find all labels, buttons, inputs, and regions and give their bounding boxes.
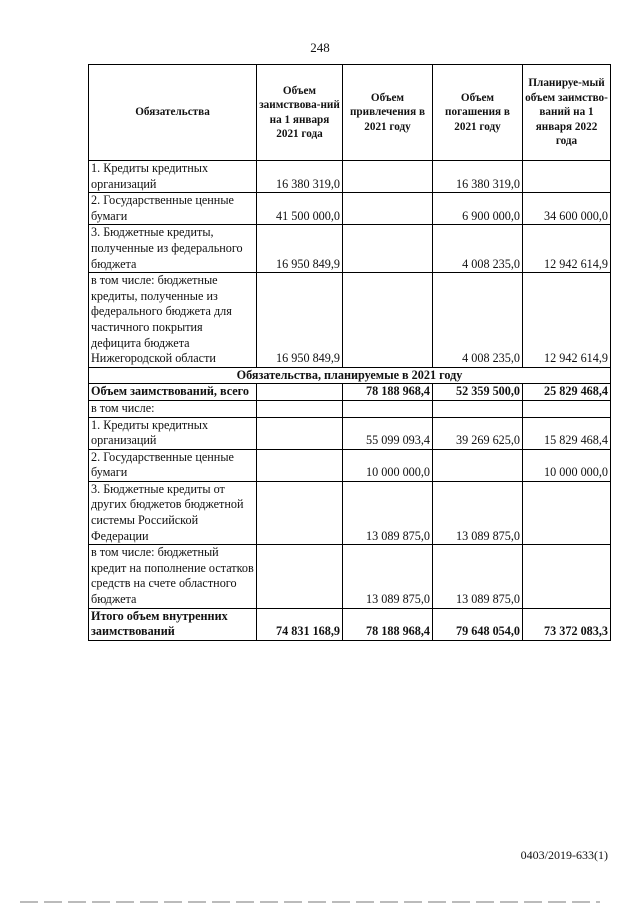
- row-debt-start: [257, 384, 343, 401]
- row-name: 1. Кредиты кредитных организаций: [89, 161, 257, 193]
- row-name: 3. Бюджетные кредиты от других бюджетов бюджетной системы Российской Федерации: [89, 481, 257, 544]
- row-planned-end: 12 942 614,9: [523, 225, 611, 273]
- section-row: [89, 367, 611, 384]
- row-attract: 13 089 875,0: [343, 545, 433, 608]
- table-row: [89, 273, 611, 368]
- row-repay: 6 900 000,0: [433, 193, 523, 225]
- row-attract: [343, 400, 433, 417]
- total-row: [89, 608, 611, 640]
- row-planned-end: 15 829 468,4: [523, 417, 611, 449]
- row-repay: 16 380 319,0: [433, 161, 523, 193]
- row-planned-end: 10 000 000,0: [523, 449, 611, 481]
- header-debt-start: Объем заимствова-ний на 1 января 2021 года: [257, 65, 343, 161]
- row-debt-start: 41 500 000,0: [257, 193, 343, 225]
- row-planned-end: [523, 161, 611, 193]
- total-repay: 79 648 054,0: [433, 608, 523, 640]
- row-name: 1. Кредиты кредитных организаций: [89, 417, 257, 449]
- row-repay: 13 089 875,0: [433, 481, 523, 544]
- header-obligations: Обязательства: [89, 65, 257, 161]
- row-planned-end: [523, 545, 611, 608]
- row-repay: 39 269 625,0: [433, 417, 523, 449]
- row-debt-start: [257, 400, 343, 417]
- row-attract: 10 000 000,0: [343, 449, 433, 481]
- header-repay: Объем погашения в 2021 году: [433, 65, 523, 161]
- table-header-row: [89, 65, 611, 161]
- section-title: Обязательства, планируемые в 2021 году: [89, 367, 611, 384]
- table-row: [89, 545, 611, 608]
- page-number: 248: [310, 40, 330, 55]
- row-repay: 52 359 500,0: [433, 384, 523, 401]
- row-attract: [343, 193, 433, 225]
- row-debt-start: [257, 545, 343, 608]
- borrowings-table: [88, 64, 611, 641]
- row-name: 2. Государственные ценные бумаги: [89, 193, 257, 225]
- row-name: в том числе: бюджетные кредиты, полученные из федерального бюджета для частичного покрытия дефицита бюджета Нижегородской области: [89, 273, 257, 368]
- row-name: Объем заимствований, всего: [89, 384, 257, 401]
- table-row: [89, 193, 611, 225]
- total-name: Итого объем внутренних заимствований: [89, 608, 257, 640]
- scan-artifact-line: [20, 901, 600, 903]
- table-row: [89, 225, 611, 273]
- table-row: [89, 400, 611, 417]
- row-debt-start: [257, 481, 343, 544]
- row-repay: 13 089 875,0: [433, 545, 523, 608]
- row-debt-start: 16 950 849,9: [257, 273, 343, 368]
- row-debt-start: [257, 417, 343, 449]
- row-repay: [433, 449, 523, 481]
- row-attract: [343, 273, 433, 368]
- row-attract: 55 099 093,4: [343, 417, 433, 449]
- row-name: в том числе:: [89, 400, 257, 417]
- table-row: [89, 384, 611, 401]
- total-planned-end: 73 372 083,3: [523, 608, 611, 640]
- row-repay: 4 008 235,0: [433, 273, 523, 368]
- row-planned-end: 12 942 614,9: [523, 273, 611, 368]
- total-attract: 78 188 968,4: [343, 608, 433, 640]
- row-attract: 13 089 875,0: [343, 481, 433, 544]
- row-repay: [433, 400, 523, 417]
- header-planned-end: Планируе-мый объем заимство-ваний на 1 января 2022 года: [523, 65, 611, 161]
- row-planned-end: 34 600 000,0: [523, 193, 611, 225]
- header-attract: Объем привлечения в 2021 году: [343, 65, 433, 161]
- row-attract: 78 188 968,4: [343, 384, 433, 401]
- table-row: [89, 417, 611, 449]
- row-planned-end: 25 829 468,4: [523, 384, 611, 401]
- row-name: 2. Государственные ценные бумаги: [89, 449, 257, 481]
- row-attract: [343, 161, 433, 193]
- row-debt-start: 16 380 319,0: [257, 161, 343, 193]
- document-code: 0403/2019-633(1): [520, 848, 608, 862]
- row-repay: 4 008 235,0: [433, 225, 523, 273]
- row-planned-end: [523, 400, 611, 417]
- row-debt-start: 16 950 849,9: [257, 225, 343, 273]
- row-name: в том числе: бюджетный кредит на пополнение остатков средств на счете областного бюджета: [89, 545, 257, 608]
- row-planned-end: [523, 481, 611, 544]
- total-debt-start: 74 831 168,9: [257, 608, 343, 640]
- row-debt-start: [257, 449, 343, 481]
- table-row: [89, 449, 611, 481]
- row-attract: [343, 225, 433, 273]
- table-row: [89, 481, 611, 544]
- table-row: [89, 161, 611, 193]
- row-name: 3. Бюджетные кредиты, полученные из федерального бюджета: [89, 225, 257, 273]
